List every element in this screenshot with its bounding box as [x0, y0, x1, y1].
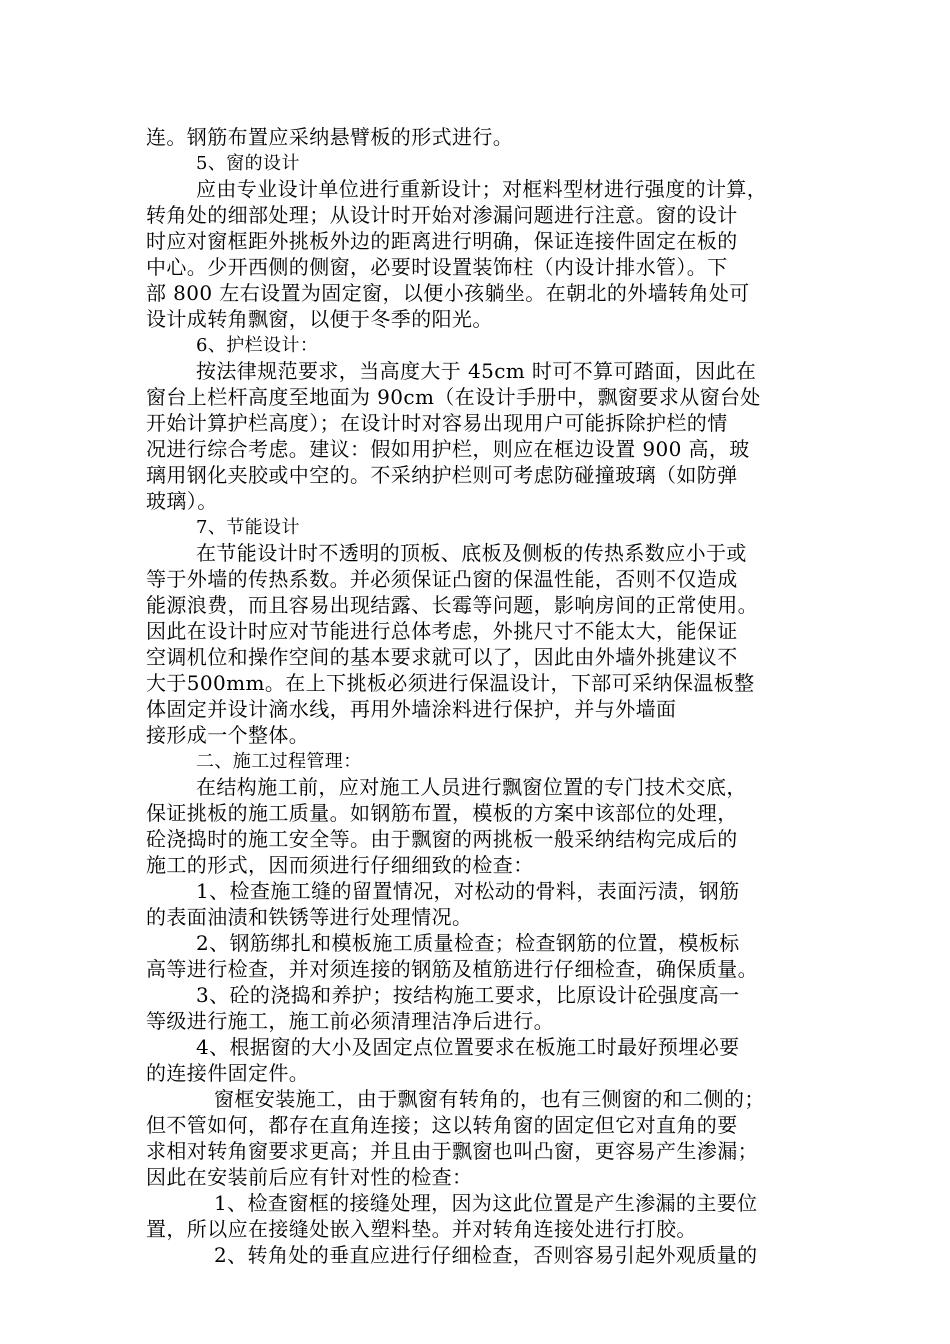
text-line: 在结构施工前，应对施工人员进行飘窗位置的专门技术交底， [196, 775, 747, 799]
list-item: 1、检查窗框的接缝处理，因为这此位置是产生渗漏的主要位 [214, 1191, 758, 1215]
text-line: 砼浇捣时的施工安全等。由于飘窗的两挑板一般采纳结构完成后的 [146, 827, 738, 851]
text-line: 开始计算护栏高度）；在设计时对容易出现用户可能拆除护栏的情 [146, 411, 728, 435]
text-line: 部 800 左右设置为固定窗，以便小孩躺坐。在朝北的外墙转角处可 [146, 281, 750, 305]
section-heading-window-design: 5、窗的设计 [196, 153, 300, 174]
text-line: 况进行综合考虑。建议：假如用护栏，则应在框边设置 900 高，玻 [146, 437, 750, 461]
text-line: 空调机位和操作空间的基本要求就可以了，因此由外墙外挑建议不 [146, 645, 738, 669]
text-line: 等于外墙的传热系数。并必须保证凸窗的保温性能，否则不仅造成 [146, 567, 738, 591]
text-line: 的表面油渍和铁锈等进行处理情况。 [146, 905, 473, 929]
list-item: 3、砼的浇捣和养护；按结构施工要求，比原设计砼强度高一 [196, 983, 740, 1007]
text-line: 大于500mm。在上下挑板必须进行保温设计，下部可采纳保温板整 [146, 671, 755, 695]
list-item: 4、根据窗的大小及固定点位置要求在板施工时最好预埋必要 [196, 1035, 740, 1059]
text-line: 因此在设计时应对节能进行总体考虑，外挑尺寸不能太大，能保证 [146, 619, 738, 643]
text-line: 因此在安装前后应有针对性的检查： [146, 1165, 473, 1189]
text-line: 接形成一个整体。 [146, 723, 310, 747]
list-item: 2、钢筋绑扎和模板施工质量检查；检查钢筋的位置，模板标 [196, 931, 740, 955]
text-line: 求相对转角窗要求更高；并且由于飘窗也叫凸窗，更容易产生渗漏； [146, 1139, 758, 1163]
text-line: 施工的形式，因而须进行仔细细致的检查： [146, 853, 534, 877]
list-item: 1、检查施工缝的留置情况，对松动的骨料，表面污渍，钢筋 [196, 879, 740, 903]
list-item: 2、转角处的垂直应进行仔细检查，否则容易引起外观质量的 [214, 1243, 758, 1267]
text-line: 中心。少开西侧的侧窗，必要时设置装饰柱（内设计排水管）。下 [146, 255, 728, 279]
text-line: 应由专业设计单位进行重新设计；对框料型材进行强度的计算， [196, 177, 768, 201]
text-line: 但不管如何，都存在直角连接；这以转角窗的固定但它对直角的要 [146, 1113, 738, 1137]
text-line: 的连接件固定件。 [146, 1061, 310, 1085]
text-line: 高等进行检查，并对须连接的钢筋及植筋进行仔细检查，确保质量。 [146, 957, 758, 981]
section-heading-railing-design: 6、护栏设计： [196, 335, 319, 356]
text-line: 璃用钢化夹胶或中空的。不采纳护栏则可考虑防碰撞玻璃（如防弹 [146, 463, 738, 487]
text-line: 保证挑板的施工质量。如钢筋布置，模板的方案中该部位的处理， [146, 801, 738, 825]
text-line: 连。钢筋布置应采纳悬臂板的形式进行。 [146, 125, 514, 149]
text-line: 玻璃）。 [146, 489, 218, 513]
text-line: 能源浪费，而且容易出现结露、长霉等问题，影响房间的正常使用。 [146, 593, 758, 617]
section-heading-construction-management: 二、施工过程管理： [196, 751, 362, 772]
text-line: 按法律规范要求，当高度大于 45cm 时可不算可踏面，因此在 [196, 359, 757, 383]
text-line: 置，所以应在接缝处嵌入塑料垫。并对转角连接处进行打胶。 [146, 1217, 697, 1241]
text-line: 等级进行施工，施工前必须清理洁净后进行。 [146, 1009, 554, 1033]
section-heading-energy-design: 7、节能设计 [196, 517, 300, 538]
text-line: 在节能设计时不透明的顶板、底板及侧板的传热系数应小于或 [196, 541, 747, 565]
text-line: 窗框安装施工，由于飘窗有转角的，也有三侧窗的和二侧的； [214, 1087, 765, 1111]
text-line: 时应对窗框距外挑板外边的距离进行明确，保证连接件固定在板的 [146, 229, 738, 253]
text-line: 转角处的细部处理；从设计时开始对渗漏问题进行注意。窗的设计 [146, 203, 738, 227]
text-line: 体固定并设计滴水线，再用外墙涂料进行保护，并与外墙面 [146, 697, 677, 721]
text-line: 窗台上栏杆高度至地面为 90cm（在设计手册中，飘窗要求从窗台处 [146, 385, 761, 409]
text-line: 设计成转角飘窗，以便于冬季的阳光。 [146, 307, 493, 331]
